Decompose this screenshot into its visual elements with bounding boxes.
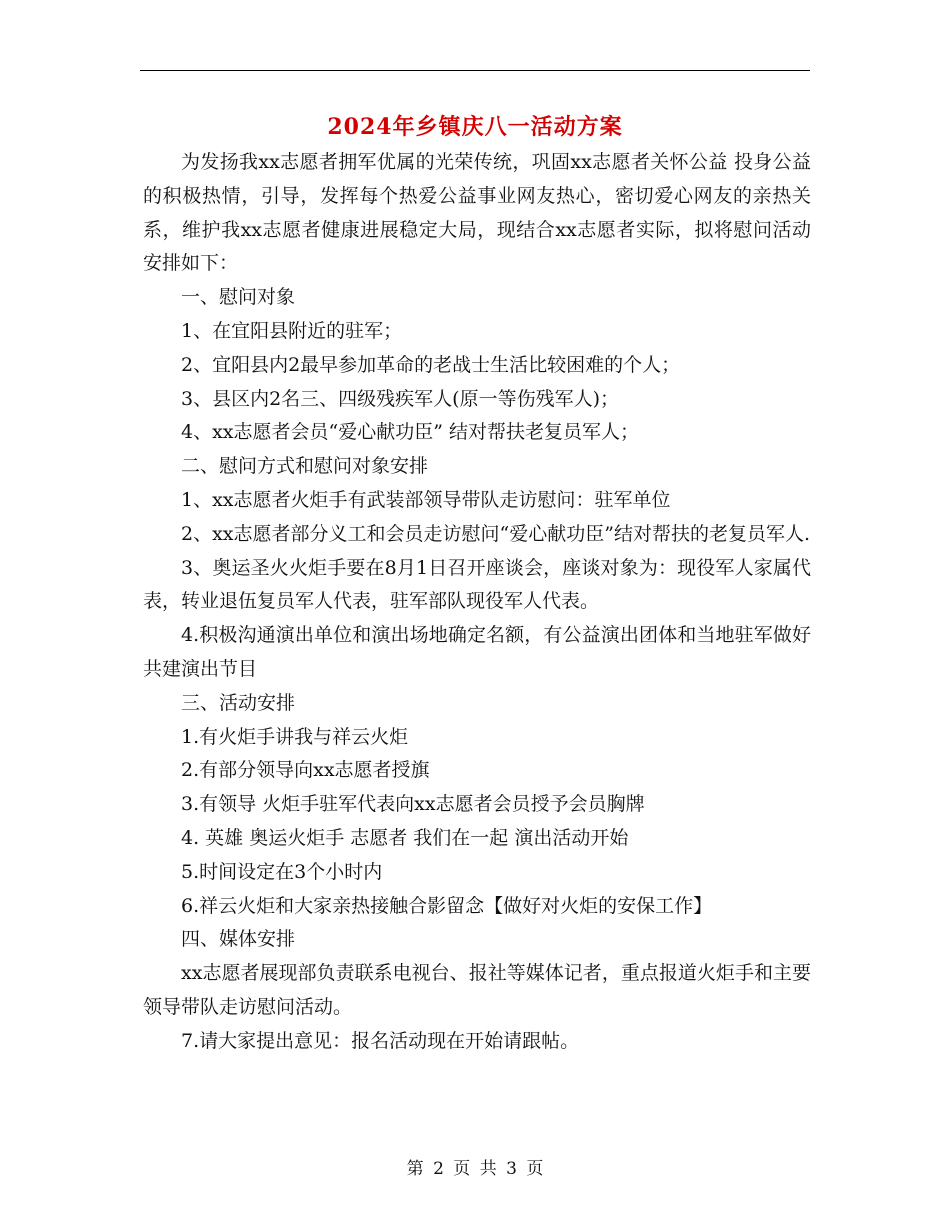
list-item: 1、在宜阳县附近的驻军； xyxy=(181,319,403,342)
list-item: 4. 英雄 奥运火炬手 志愿者 我们在一起 演出活动开始 xyxy=(181,826,629,849)
list-item: 3.有领导 火炬手驻军代表向xx志愿者会员授予会员胸牌 xyxy=(181,793,645,816)
list-item: 7.请大家提出意见：报名活动现在开始请跟帖。 xyxy=(181,1029,580,1052)
media-paragraph: xx志愿者展现部负责联系电视台、报社等媒体记者，重点报道火炬手和主要领导带队走访慰问活动。 xyxy=(143,962,811,1018)
list-item: 2、宜阳县内2最早参加革命的老战士生活比较困难的个人； xyxy=(181,353,681,376)
list-item: 2、xx志愿者部分义工和会员走访慰问“爱心献功臣”结对帮扶的老复员军人. xyxy=(181,522,810,545)
header-rule xyxy=(140,70,810,71)
list-item: 1.有火炬手讲我与祥云火炬 xyxy=(181,725,409,748)
list-item: 3、县区内2名三、四级残疾军人(原一等伤残军人)； xyxy=(181,387,620,410)
intro-paragraph: 为发扬我xx志愿者拥军优属的光荣传统，巩固xx志愿者关怀公益 投身公益的积极热情，引导，发挥每个热爱公益事业网友热心，密切爱心网友的亲热关系，维护我xx志愿者健康进展稳定大局，现结合xx志愿者实际，拟将慰问活动安排如下： xyxy=(143,151,811,275)
section-heading-2: 二、慰问方式和慰问对象安排 xyxy=(181,455,429,478)
list-item: 4.积极沟通演出单位和演出场地确定名额，有公益演出团体和当地驻军做好共建演出节目 xyxy=(143,624,811,680)
section-heading-4: 四、媒体安排 xyxy=(181,928,296,951)
page-number: 第 2 页 共 3 页 xyxy=(406,1159,544,1179)
list-item: 5.时间设定在3个小时内 xyxy=(181,860,383,883)
list-item: 6.祥云火炬和大家亲热接触合影留念【做好对火炬的安保工作】 xyxy=(181,894,713,917)
list-item: 4、xx志愿者会员“爱心献功臣” 结对帮扶老复员军人； xyxy=(181,421,639,444)
section-heading-3: 三、活动安排 xyxy=(181,691,296,714)
document-title: 2024年乡镇庆八一活动方案 xyxy=(327,114,623,140)
document-body xyxy=(143,146,811,1059)
section-heading-1: 一、慰问对象 xyxy=(181,286,296,309)
list-item: 2.有部分领导向xx志愿者授旗 xyxy=(181,759,430,782)
list-item: 3、奥运圣火火炬手要在8月1日召开座谈会，座谈对象为：现役军人家属代表，转业退伍复员军人代表，驻军部队现役军人代表。 xyxy=(143,556,811,613)
list-item: 1、xx志愿者火炬手有武装部领导带队走访慰问：驻军单位 xyxy=(181,488,671,511)
